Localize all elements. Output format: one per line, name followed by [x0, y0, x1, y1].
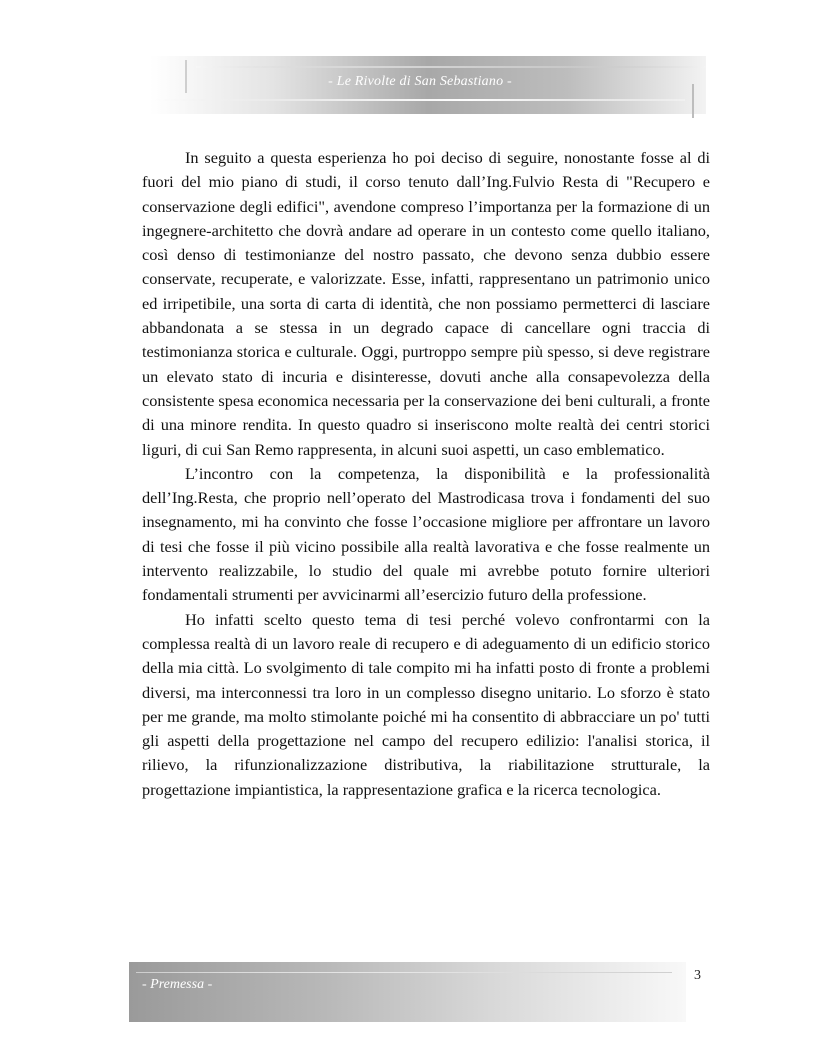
footer-rule: [136, 972, 672, 973]
paragraph-1: In seguito a questa esperienza ho poi deciso di seguire, nonostante fosse al di fuori del mio piano di studi, il corso tenuto dall’Ing.Fulvio Resta di "Recupero e conservazione degli edifici", avendone compreso l’importanza per la formazione di un ingegnere-architetto che dovrà andare ad operare in un contesto come quello italiano, così denso di testimonianze del nostro passato, che devono senza dubbio essere conservate, recuperate, e valorizzate. Esse, infatti, rappresentano un patrimonio unico ed irripetibile, una sorta di carta di identità, che non possiamo permetterci di lasciare abbandonata a se stessa in un degrado capace di cancellare ogni traccia di testimonianza storica e culturale. Oggi, purtroppo sempre più spesso, si deve registrare un elevato stato di incuria e disinteresse, dovuti anche alla consapevolezza della consistente spesa economica necessaria per la conservazione dei beni culturali, a fronte di una minore rendita. In questo quadro si inseriscono molte realtà dei centri storici liguri, di cui San Remo rappresenta, in alcuni suoi aspetti, un caso emblematico.: [142, 148, 710, 459]
header-rule-top: [196, 66, 706, 68]
paragraph-2: L’incontro con la competenza, la disponibilità e la professionalità dell’Ing.Resta, che proprio nell’operato del Mastrodicasa trova i fondamenti del suo insegnamento, mi ha convinto che fosse l’occasione migliore per affrontare un lavoro di tesi che fosse il più vicino possibile alla realtà lavorativa e che fosse realmente un intervento realizzabile, lo studio del quale mi avrebbe potuto fornire ulteriori fondamentali strumenti per avvicinarmi all’esercizio futuro della professione.: [142, 463, 710, 605]
page-body: [142, 146, 710, 802]
header-tick-right: [692, 84, 694, 118]
paragraph-3: Ho infatti scelto questo tema di tesi perché volevo confrontarmi con la complessa realtà di un lavoro reale di recupero e di adeguamento di un edificio storico della mia città. Lo svolgimento di tale compito mi ha infatti posto di fronte a problemi diversi, ma interconnessi tra loro in un complesso disegno unitario. Lo sforzo è stato per me grande, ma molto stimolante poiché mi ha consentito di abbracciare un po' tutti gli aspetti della progettazione nel campo del recupero edilizio: l'analisi storica, il rilievo, la rifunzionalizzazione distributiva, la riabilitazione strutturale, la progettazione impiantistica, la rappresentazione grafica e la ricerca tecnologica.: [142, 609, 710, 799]
header-rule-bottom: [150, 99, 685, 101]
running-header-title: - Le Rivolte di San Sebastiano -: [328, 74, 512, 89]
page-number: 3: [694, 968, 701, 983]
footer-section-label: - Premessa -: [142, 977, 213, 992]
footer-band: [129, 962, 686, 1022]
